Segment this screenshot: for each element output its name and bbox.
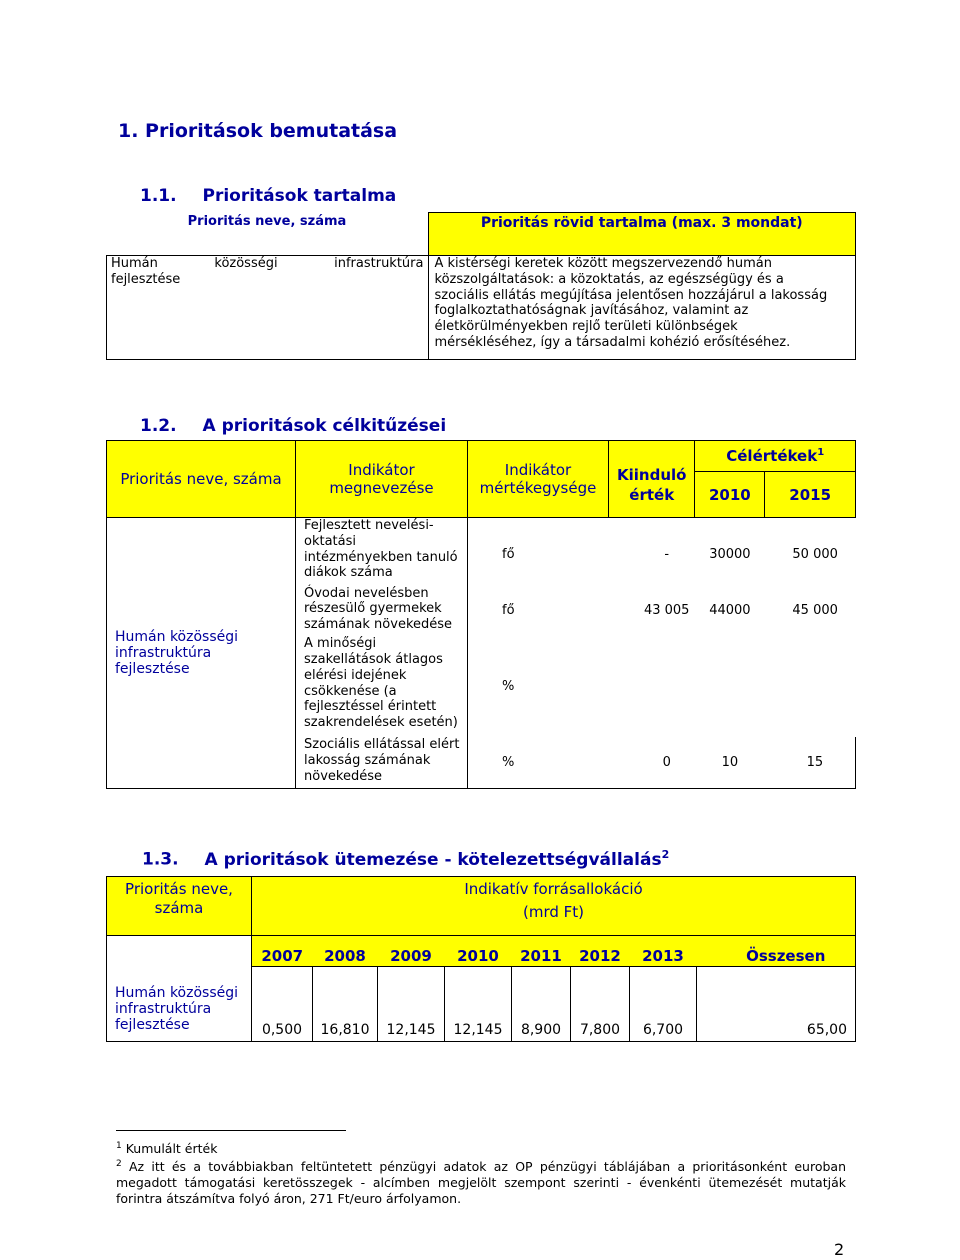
content-line: szociális ellátás megújítása jelentősen hozzájárul a lakosság bbox=[434, 287, 828, 303]
t2-indicator-4: Szociális ellátással elért lakosság számának növekedése bbox=[296, 737, 468, 788]
t2-header-year-2010: 2010 bbox=[695, 472, 765, 518]
t2-2010-2: 44000 bbox=[709, 603, 751, 619]
section-heading-1-3 bbox=[142, 848, 669, 870]
t2-2010-4: 10 bbox=[695, 737, 765, 788]
t3-header-alloc: Indikatív forrásallokáció (mrd Ft) bbox=[252, 877, 856, 936]
page-number: 2 bbox=[834, 1240, 845, 1259]
t2-header-unit: Indikátor mértékegysége bbox=[468, 441, 609, 518]
table1-content bbox=[428, 256, 856, 360]
footnote-separator bbox=[116, 1130, 346, 1131]
section-title: A prioritások ütemezése - kötelezettségvállalás bbox=[204, 849, 662, 870]
t3-value-total: 65,00 bbox=[697, 967, 856, 1042]
t2-2015-4: 15 bbox=[765, 737, 856, 788]
footnote-text: Kumulált érték bbox=[125, 1141, 218, 1157]
table1-priority-name bbox=[107, 256, 429, 360]
t2-2010-1: 30000 bbox=[709, 547, 751, 563]
name-word: infrastruktúra bbox=[334, 256, 424, 271]
t2-baseline-4: 0 bbox=[609, 737, 695, 788]
name-line2: fejlesztése bbox=[111, 272, 181, 287]
content-line: foglalkoztathatóságnak javításához, valamint az bbox=[434, 303, 749, 319]
t3-year: 2008 bbox=[313, 936, 378, 967]
t2-baseline-3 bbox=[609, 636, 695, 737]
t3-priority-name: Humán közösségi infrastruktúra fejlesztése bbox=[107, 936, 252, 1042]
t3-year: 2011 bbox=[512, 936, 571, 967]
t3-year: 2012 bbox=[571, 936, 630, 967]
t2-header-name: Prioritás neve, száma bbox=[107, 441, 296, 518]
main-heading: 1. Prioritások bemutatása bbox=[118, 120, 398, 142]
t2-baseline-2: 43 005 bbox=[643, 603, 690, 619]
footnote-2 bbox=[116, 1156, 846, 1207]
t2-header-year-2015: 2015 bbox=[765, 472, 856, 518]
t2-2010-3 bbox=[695, 636, 765, 737]
content-line: mérsékléséhez, így a társadalmi kohézió erősítéséhez. bbox=[434, 334, 791, 350]
footnote-num: 1 bbox=[116, 1141, 122, 1151]
t2-unit-2: fő bbox=[502, 603, 515, 619]
section-heading-1-1 bbox=[140, 186, 396, 206]
t2-priority-name: Humán közösségi infrastruktúra fejlesztése bbox=[107, 518, 296, 789]
t3-value: 7,800 bbox=[571, 967, 630, 1042]
t3-value: 12,145 bbox=[445, 967, 512, 1042]
t3-value: 0,500 bbox=[252, 967, 313, 1042]
objectives-table bbox=[106, 440, 856, 789]
t2-baseline-1: - bbox=[664, 547, 670, 563]
section-number: 1.2. bbox=[140, 416, 177, 436]
t3-value: 8,900 bbox=[512, 967, 571, 1042]
priority-content-table bbox=[106, 212, 856, 360]
t2-unit-4: % bbox=[468, 737, 609, 788]
footnote-num: 2 bbox=[116, 1159, 122, 1169]
section-title: Prioritások tartalma bbox=[202, 186, 397, 206]
name-word: közösségi bbox=[214, 256, 278, 271]
content-line: A kistérségi keretek között megszervezendő humán bbox=[434, 256, 772, 271]
section-heading-1-2 bbox=[140, 416, 446, 436]
t2-header-targets: Célértékek$^1$ bbox=[695, 441, 856, 472]
t3-year: 2013 bbox=[630, 936, 697, 967]
t2-indicator-3: A minőségi szakellátások átlagos elérési idejének csökkenése (a fejlesztéssel érintett szakrendelések esetén) bbox=[296, 636, 468, 737]
footnote-ref: 1 bbox=[817, 447, 825, 458]
footnote-text: Az itt és a továbbiakban feltüntetett pénzügyi adatok az OP pénzügyi táblájában a prioritásonként euroban megadott támogatási keretösszegek - alcímben megjelölt szempont szerinti - évenkénti ütemezését mutatják forintra átszámítva folyó áron, 271 Ft/euro árfolyamon. bbox=[116, 1159, 846, 1207]
t2-2015-2: 45 000 bbox=[792, 603, 838, 619]
table1-col2-header: Prioritás rövid tartalma (max. 3 mondat) bbox=[428, 213, 856, 256]
section-title: A prioritások célkitűzései bbox=[202, 416, 447, 436]
t2-2015-3 bbox=[765, 636, 856, 737]
t3-value: 16,810 bbox=[313, 967, 378, 1042]
t2-2015-1: 50 000 bbox=[792, 547, 838, 563]
t3-year: 2010 bbox=[445, 936, 512, 967]
t3-value: 6,700 bbox=[630, 967, 697, 1042]
section-number: 1.1. bbox=[140, 186, 177, 206]
t2-header-indicator: Indikátor megnevezése bbox=[296, 441, 468, 518]
content-line: közszolgáltatások: a közoktatás, az egészségügy és a bbox=[434, 271, 784, 287]
table1-col1-header: Prioritás neve, száma bbox=[107, 213, 429, 256]
footnote-1 bbox=[116, 1138, 846, 1157]
t3-year: 2007 bbox=[252, 936, 313, 967]
footnote-ref: 2 bbox=[661, 848, 670, 861]
content-line: életkörülményekben rejlő területi különbségek bbox=[434, 319, 738, 335]
t2-unit-3: % bbox=[502, 679, 515, 695]
t2-unit-1: fő bbox=[502, 547, 515, 563]
scheduling-table bbox=[106, 876, 856, 1042]
t3-value: 12,145 bbox=[378, 967, 445, 1042]
t3-year: 2009 bbox=[378, 936, 445, 967]
section-number: 1.3. bbox=[142, 849, 179, 870]
t3-header-name: Prioritás neve, száma bbox=[107, 877, 252, 936]
t2-indicator-2: Óvodai nevelésben részesülő gyermekek számának növekedése bbox=[296, 586, 468, 637]
t2-header-baseline: Kiinduló érték bbox=[609, 441, 695, 518]
name-word: Humán bbox=[111, 256, 158, 271]
t3-year: Összesen bbox=[697, 936, 856, 967]
t2-indicator-1: Fejlesztett nevelési-oktatási intézményekben tanuló diákok száma bbox=[296, 518, 468, 586]
